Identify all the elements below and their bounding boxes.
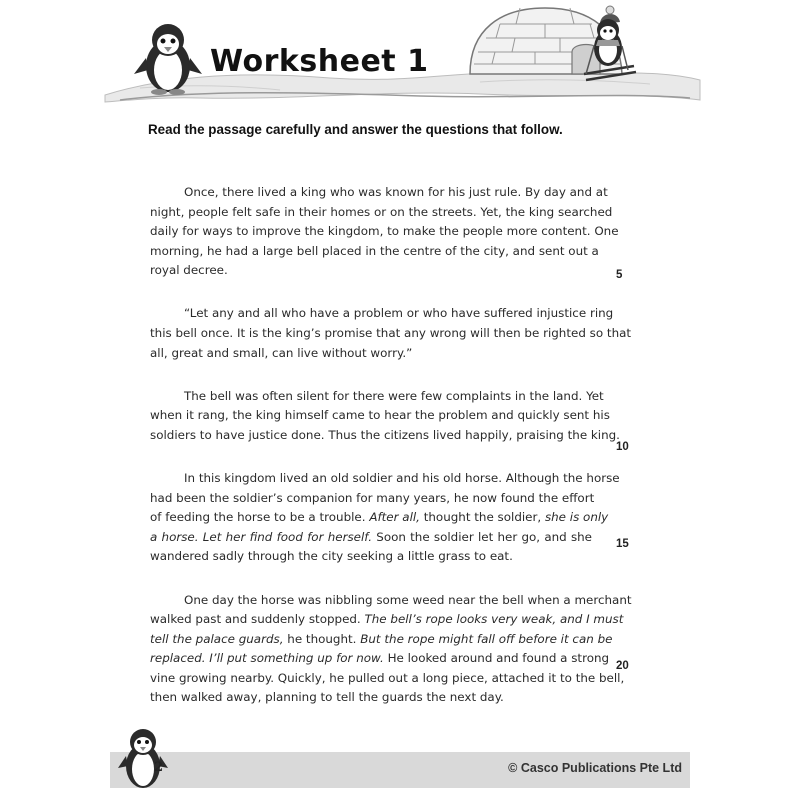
italic-text: The bell’s rope looks very weak, and I must [364,612,624,627]
passage-line [150,528,592,548]
text-run: The bell was often silent for there were few complaints in the land. Yet [184,388,604,403]
text-run: He looked around and found a strong [383,651,610,666]
text-run: had been the soldier’s companion for many years, he now found the effort [150,490,595,505]
italic-text: After all, [369,510,420,525]
page-title: Worksheet 1 [210,44,429,79]
text-run: this bell once. It is the king’s promise that any wrong will then be righted so that [150,326,632,341]
passage-line [150,426,620,446]
text-run: thought the soldier, [419,510,545,525]
worksheet-header [0,0,800,110]
passage-line [150,489,595,509]
passage-line [150,242,599,262]
text-run: night, people felt safe in their homes or on the streets. Yet, the king searched [150,204,613,219]
line-number: 5 [616,269,623,281]
passage-line [150,630,613,650]
passage-line [150,688,592,708]
text-run: vine growing nearby. Quickly, he pulled out a long piece, attached it to the bell, [150,670,625,685]
footer-bar [110,752,690,788]
passage-line [150,261,592,281]
passage-line [150,469,620,489]
passage-paragraph [150,469,620,567]
passage-line [150,406,610,426]
passage-line [150,649,610,669]
text-run: then walked away, planning to tell the guards the next day. [150,690,504,705]
italic-text: replaced. I’ll put something up for now. [150,651,384,666]
passage-line [150,222,619,242]
text-run: wandered sadly through the city seeking a little grass to eat. [150,549,513,564]
text-run: royal decree. [150,263,228,278]
text-run: Soon the soldier let her go, and she [372,529,592,544]
text-run: all, great and small, can live without worry.” [150,345,413,360]
text-run: soldiers to have justice done. Thus the citizens lived happily, praising the king. [150,427,620,442]
passage-line [150,344,592,364]
passage-paragraph [150,387,620,446]
passage-line [150,610,624,630]
italic-text: tell the palace guards, [150,631,284,646]
line-number: 20 [616,660,629,672]
penguin-icon [118,722,168,792]
italic-text: a horse. Let her find food for herself. [150,529,373,544]
text-run: “Let any and all who have a problem or who have suffered injustice ring [184,306,614,321]
text-run: he thought. [283,631,361,646]
text-run: Once, there lived a king who was known for his just rule. By day and at [184,185,608,199]
line-number: 10 [616,441,629,453]
text-run: when it rang, the king himself came to hear the problem and quickly sent his [150,408,610,423]
text-run: of feeding the horse to be a trouble. [150,510,370,525]
passage-line [150,183,608,203]
passage-paragraph [150,183,619,281]
text-run: walked past and suddenly stopped. [150,612,365,627]
italic-text: But the rope might fall off before it can be [360,631,613,646]
passage-line [150,304,614,324]
passage-paragraph [150,304,632,363]
passage-line [150,547,592,567]
passage-line [150,591,632,611]
copyright-notice: © Casco Publications Pte Ltd [508,761,682,775]
passage-line [150,324,632,344]
line-number: 15 [616,538,629,550]
passage-line [150,508,609,528]
text-run: morning, he had a large bell placed in the centre of the city, and sent out a [150,243,599,258]
passage-line [150,669,625,689]
passage-line [150,203,613,223]
instructions: Read the passage carefully and answer the questions that follow. [148,122,563,137]
italic-text: she is only [544,510,609,525]
text-run: One day the horse was nibbling some weed near the bell when a merchant [184,592,632,607]
passage-line [150,387,604,407]
text-run: daily for ways to improve the kingdom, to make the people more content. One [150,224,619,239]
text-run: In this kingdom lived an old soldier and his old horse. Although the horse [184,471,620,486]
page-number: 2 [154,760,164,775]
